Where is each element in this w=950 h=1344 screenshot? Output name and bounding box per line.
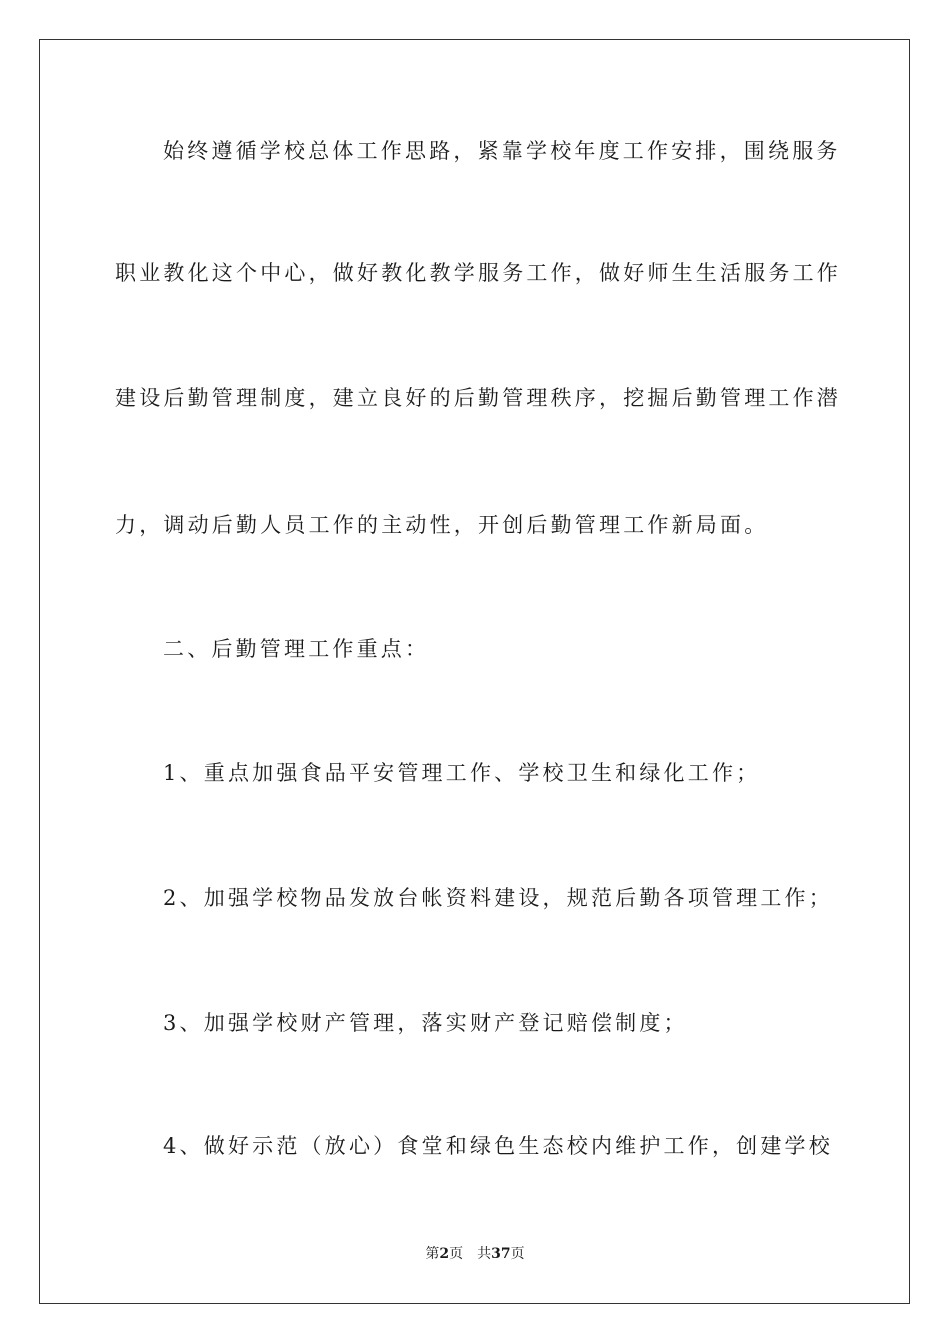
paragraph-line-1: 始终遵循学校总体工作思路，紧靠学校年度工作安排，围绕服务	[163, 139, 841, 163]
total-suffix: 页	[510, 1246, 525, 1262]
total-prefix: 共	[477, 1246, 492, 1262]
paragraph-line-3: 建设后勤管理制度，建立良好的后勤管理秩序，挖掘后勤管理工作潜	[115, 386, 841, 410]
list-item-4: 4、做好示范（放心）食堂和绿色生态校内维护工作，创建学校	[163, 1134, 833, 1158]
paragraph-line-2: 职业教化这个中心，做好教化教学服务工作，做好师生生活服务工作	[115, 261, 841, 285]
section-heading: 二、后勤管理工作重点：	[163, 637, 430, 661]
total-pages: 37	[491, 1246, 511, 1262]
page-suffix: 页	[449, 1246, 464, 1262]
page-footer	[0, 1245, 950, 1263]
list-item-1: 1、重点加强食品平安管理工作、学校卫生和绿化工作；	[163, 761, 761, 785]
paragraph-line-4: 力，调动后勤人员工作的主动性，开创后勤管理工作新局面。	[115, 513, 769, 537]
list-item-3: 3、加强学校财产管理，落实财产登记赔偿制度；	[163, 1011, 688, 1035]
page-number: 2	[439, 1246, 450, 1262]
list-item-2: 2、加强学校物品发放台帐资料建设，规范后勤各项管理工作；	[163, 886, 833, 910]
page-frame	[39, 39, 910, 1304]
page-prefix: 第	[425, 1246, 440, 1262]
